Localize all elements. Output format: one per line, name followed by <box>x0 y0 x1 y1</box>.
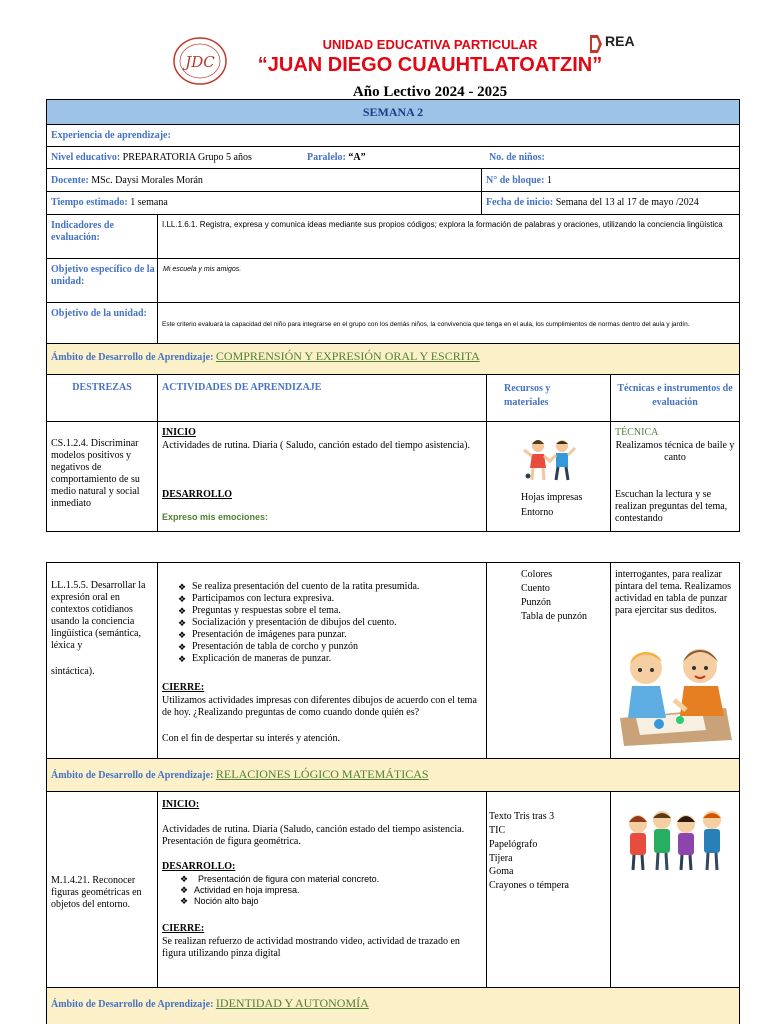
objetivo-unidad-value: Este criterio evaluará la capacidad del niño para integrarse en el grupo con los demás niños, la convivencia que tenga en el aula, los cumplimientos de normas dentro del aula y jardín. <box>162 321 690 328</box>
ambito-3-label: Ámbito de Desarrollo de Aprendizaje: <box>51 999 214 1010</box>
paralelo-row <box>307 152 366 164</box>
row2-recurso-3: Punzón <box>521 597 551 608</box>
bloque-label: N° de bloque: <box>486 175 545 186</box>
list-item: ❖ Presentación de figura con material concreto. <box>180 874 480 885</box>
row3-inicio-title: INICIO: <box>162 799 200 810</box>
list-item: ❖ Explicación de maneras de punzar. <box>178 653 478 665</box>
row1-recurso-1: Hojas impresas <box>521 492 583 503</box>
paralelo-label: Paralelo: <box>307 152 346 163</box>
school-year: Año Lectivo 2024 - 2025 <box>352 84 508 96</box>
ambito-3 <box>51 997 369 1011</box>
objetivo-especifico-value: Mi escuela y mis amigos. <box>163 266 242 273</box>
list-item: ❖ Socialización y presentación de dibujos del cuento. <box>178 617 478 629</box>
list-item: ❖ Se realiza presentación del cuento de la ratita presumida. <box>178 581 478 593</box>
row3-inicio-text: Actividades de rutina. Diaria (Saludo, canción estado del tiempo asistencia. Presentación de figura geométrica. <box>162 824 465 847</box>
list-item: ❖ Participamos con lectura expresiva. <box>178 593 478 605</box>
ambito-2 <box>51 768 429 782</box>
fecha-row <box>486 197 699 209</box>
row1-inicio-text: Actividades de rutina. Diaria ( Saludo, canción estado del tiempo asistencia). <box>162 440 470 451</box>
docente-value: MSc. Daysi Morales Morán <box>91 175 203 186</box>
rea-logo-text: REA <box>605 33 635 49</box>
ambito-3-value: IDENTIDAD Y AUTONOMÍA <box>215 996 369 1010</box>
tiempo-label: Tiempo estimado: <box>51 197 128 208</box>
row2-cierre-text2: Con el fin de despertar su interés y atención. <box>162 733 340 744</box>
row2-recurso-4: Tabla de punzón <box>521 611 587 622</box>
fecha-label: Fecha de inicio: <box>486 197 554 208</box>
svg-text:JDC: JDC <box>185 53 215 71</box>
row2-destreza-end: sintáctica). <box>51 666 95 677</box>
ambito-1-value: COMPRENSIÓN Y EXPRESIÓN ORAL Y ESCRITA <box>215 349 480 363</box>
bloque-value: 1 <box>546 175 552 186</box>
group-kids-image <box>624 806 730 874</box>
row1-expreso: Expreso mis emociones: <box>162 512 269 522</box>
row3-desarrollo-title: DESARROLLO: <box>162 861 236 872</box>
ambito-2-label: Ámbito de Desarrollo de Aprendizaje: <box>51 770 214 781</box>
school-name: “JUAN DIEGO CUAUHTLATOATZIN” <box>257 54 603 76</box>
row3-cierre-text: Se realizan refuerzo de actividad mostrando video, actividad de trazado en figura utilizando pinza digital <box>162 936 460 959</box>
nivel-row <box>51 152 252 164</box>
row3-recurso-4: Tijera <box>489 853 513 864</box>
objetivo-unidad-label: Objetivo de la unidad: <box>51 308 147 319</box>
experiencia-label: Experiencia de aprendizaje: <box>51 130 171 141</box>
list-item: ❖ Preguntas y respuestas sobre el tema. <box>178 605 478 617</box>
docente-label: Docente: <box>51 175 89 186</box>
row2-recurso-2: Cuento <box>521 583 550 594</box>
kids-painting-image <box>614 640 736 750</box>
list-item: ❖ Noción alto bajo <box>180 896 480 907</box>
indicadores-label: Indicadores de evaluación: <box>51 220 114 243</box>
row1-destreza: CS.1.2.4. Discriminar modelos positivos y negativos de comportamiento de su medio natural y social inmediato <box>51 438 140 509</box>
row3-recurso-5: Goma <box>489 866 514 877</box>
objetivo-especifico-label: Objetivo específico de la unidad: <box>51 264 155 287</box>
row2-bullets <box>178 581 478 665</box>
ninos-label: No. de niños: <box>489 152 545 163</box>
row3-recurso-6: Crayones o témpera <box>489 880 569 891</box>
dancing-kids-image <box>518 436 580 486</box>
row1-recurso-2: Entorno <box>521 507 554 518</box>
bloque-row <box>486 175 552 187</box>
list-item: ❖ Presentación de imágenes para punzar. <box>178 629 478 641</box>
week-title: SEMANA 2 <box>362 105 424 119</box>
row1-tecnica-text2: Escuchan la lectura y se realizan preguntas del tema, contestando <box>615 489 728 524</box>
row3-cierre-title: CIERRE: <box>162 923 205 934</box>
row2-destreza: LL.1.5.5. Desarrollar la expresión oral en contextos cotidianos usando la conciencia lingüística (semántica, léxica y <box>51 580 146 651</box>
col-destrezas: DESTREZAS <box>72 382 132 393</box>
row3-destreza: M.1.4.21. Reconocer figuras geométricas en objetos del entorno. <box>51 875 142 910</box>
row3-recurso-1: Texto Tris tras 3 <box>489 811 555 822</box>
list-item: ❖ Actividad en hoja impresa. <box>180 885 480 896</box>
row2-tecnica-text: interrogantes, para realizar pintara del tema. Realizamos actividad en tabla de punzar para ejercitar sus deditos. <box>615 569 732 616</box>
row3-recurso-2: TIC <box>489 825 506 836</box>
row2-recurso-1: Colores <box>521 569 553 580</box>
school-type: UNIDAD EDUCATIVA PARTICULAR <box>322 37 538 52</box>
indicadores-value: I.LL.1.6.1. Registra, expresa y comunica ideas mediante sus propios códigos; explora la formación de palabras y oraciones, utilizando la conciencia lingüística <box>162 220 723 229</box>
ambito-1-label: Ámbito de Desarrollo de Aprendizaje: <box>51 352 214 363</box>
rea-logo <box>588 33 650 55</box>
school-seal-logo <box>172 36 228 86</box>
list-item: ❖ Presentación de tabla de corcho y punzón <box>178 641 478 653</box>
row1-inicio-title: INICIO <box>162 427 196 438</box>
col-tecnicas: Técnicas e instrumentos de evaluación <box>617 383 733 408</box>
row1-desarrollo-title: DESARROLLO <box>162 489 233 500</box>
paralelo-value: “A” <box>348 152 366 163</box>
col-recursos: Recursos y materiales <box>504 383 551 408</box>
tiempo-value: 1 semana <box>130 197 168 208</box>
col-actividades: ACTIVIDADES DE APRENDIZAJE <box>162 382 322 393</box>
row3-recurso-3: Papelógrafo <box>489 839 538 850</box>
docente-row <box>51 175 203 187</box>
row2-cierre-title: CIERRE: <box>162 682 205 693</box>
nivel-label: Nivel educativo: <box>51 152 121 163</box>
tiempo-row <box>51 197 168 209</box>
ambito-1 <box>51 350 480 364</box>
row2-cierre-text: Utilizamos actividades impresas con diferentes dibujos de acuerdo con el tema de hoy. ¿Realizando preguntas de como cuando donde quién es? <box>162 695 477 718</box>
row1-tecnica-text: Realizamos técnica de baile y canto <box>615 440 735 463</box>
ambito-2-value: RELACIONES LÓGICO MATEMÁTICAS <box>215 767 429 781</box>
fecha-value: Semana del 13 al 17 de mayo /2024 <box>555 197 699 208</box>
nivel-value: PREPARATORIA Grupo 5 años <box>122 152 252 163</box>
row3-bullets <box>180 874 480 907</box>
row1-tecnica-title: TÉCNICA <box>615 427 659 438</box>
